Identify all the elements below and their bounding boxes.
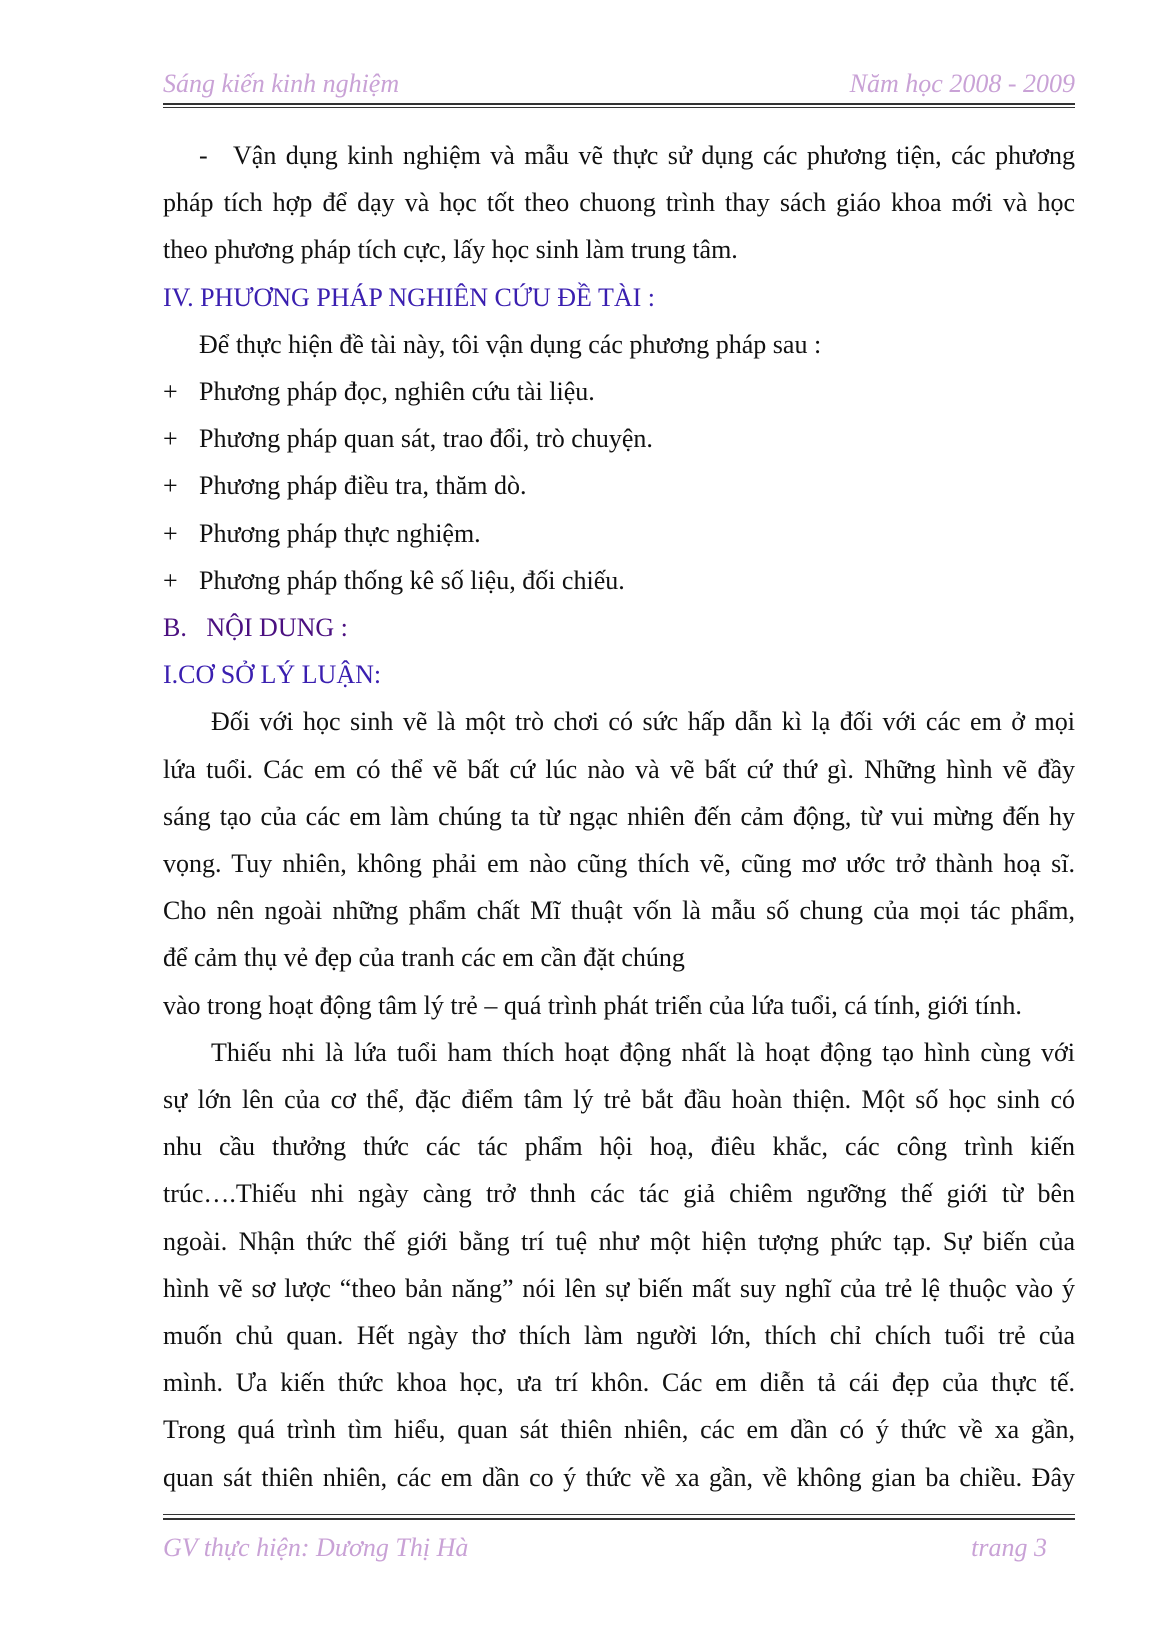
paragraph-line: Cho nên ngoài những phẩm chất Mĩ thuật vốn là mẫu số chung của mọi tác phẩm, xyxy=(163,896,1075,926)
paragraph-line: muốn chủ quan. Hết ngày thơ thích làm người lớn, thích chỉ chích tuổi trẻ của xyxy=(163,1321,1075,1351)
method-item: + Phương pháp quan sát, trao đổi, trò chuyện. xyxy=(163,415,1075,462)
plus-bullet: + xyxy=(163,377,178,407)
footer-rule-thin xyxy=(163,1514,1075,1515)
footer-author: GV thực hiện: Dương Thị Hà xyxy=(163,1533,469,1562)
methods-intro: Để thực hiện đề tài này, tôi vận dụng các phương pháp sau : xyxy=(199,329,822,359)
header-school-year: Năm học 2008 - 2009 xyxy=(849,69,1075,98)
dash-bullet: - xyxy=(199,141,208,170)
plus-bullet: + xyxy=(163,518,178,548)
section-heading-b: B. NỘI DUNG : xyxy=(163,613,348,643)
paragraph-line: quan sát thiên nhiên, các em dần co ý thức về xa gần, về không gian ba chiều. Đây xyxy=(163,1462,1075,1492)
paragraph-line: theo phương pháp tích cực, lấy học sinh làm trung tâm. xyxy=(163,235,738,265)
section-heading-iv: IV. PHƯƠNG PHÁP NGHIÊN CỨU ĐỀ TÀI : xyxy=(163,282,655,312)
paragraph-line: mình. Ưa kiến thức khoa học, ưa trí khôn. Các em diễn tả cái đẹp của thực tế. xyxy=(163,1368,1075,1398)
paragraph-line: nhu cầu thưởng thức các tác phẩm hội hoạ, điêu khắc, các công trình kiến xyxy=(163,1132,1075,1162)
method-item: + Phương pháp điều tra, thăm dò. xyxy=(163,462,1075,509)
paragraph-line: sự lớn lên của cơ thể, đặc điểm tâm lý trẻ bắt đầu hoàn thiện. Một số học sinh có xyxy=(163,1085,1075,1115)
paragraph-line: - Vận dụng kinh nghiệm và mẫu vẽ thực sử dụng các phương tiện, các phương xyxy=(163,132,1075,179)
paragraph-line: trúc….Thiếu nhi ngày càng trở thnh các tác giả chiêm ngưỡng thế giới từ bên xyxy=(163,1179,1075,1209)
plus-bullet: + xyxy=(163,424,178,454)
page-content xyxy=(163,132,1075,1501)
plus-bullet: + xyxy=(163,565,178,595)
paragraph-line: để cảm thụ vẻ đẹp của tranh các em cần đặt chúng xyxy=(163,943,685,973)
paragraph-line: Đối với học sinh vẽ là một trò chơi có sức hấp dẫn kì lạ đối với các em ở mọi xyxy=(211,707,1075,737)
page-header xyxy=(163,66,1075,106)
paragraph-line: hình vẽ sơ lược “theo bản năng” nói lên sự biến mất suy nghĩ của trẻ lệ thuộc vào ý xyxy=(163,1273,1075,1303)
page-number: trang 3 xyxy=(971,1533,1047,1562)
section-heading-i: I.CƠ SỞ LÝ LUẬN: xyxy=(163,660,382,690)
plus-bullet: + xyxy=(163,471,178,501)
method-item: + Phương pháp đọc, nghiên cứu tài liệu. xyxy=(163,368,1075,415)
paragraph-line: Thiếu nhi là lứa tuổi ham thích hoạt động nhất là hoạt động tạo hình cùng với xyxy=(211,1037,1075,1067)
paragraph-line: pháp tích hợp để dạy và học tốt theo chuong trình thay sách giáo khoa mới và học xyxy=(163,188,1075,218)
header-rule-thin xyxy=(163,107,1075,108)
paragraph-line: vào trong hoạt động tâm lý trẻ – quá trình phát triển của lứa tuổi, cá tính, giới tính. xyxy=(163,990,1022,1020)
paragraph-line: sáng tạo của các em làm chúng ta từ ngạc nhiên đến cảm động, từ vui mừng đến hy xyxy=(163,801,1075,831)
header-rule xyxy=(163,103,1075,105)
header-title: Sáng kiến kinh nghiệm xyxy=(163,69,400,98)
method-item: + Phương pháp thực nghiệm. xyxy=(163,510,1075,557)
page-footer xyxy=(163,1518,1075,1562)
paragraph-line: lứa tuổi. Các em có thể vẽ bất cứ lúc nào và vẽ bất cứ thứ gì. Những hình vẽ đầy xyxy=(163,754,1075,784)
paragraph-line: Trong quá trình tìm hiểu, quan sát thiên nhiên, các em dần có ý thức về xa gần, xyxy=(163,1415,1075,1445)
method-item: + Phương pháp thống kê số liệu, đối chiếu. xyxy=(163,557,1075,604)
paragraph-line: vọng. Tuy nhiên, không phải em nào cũng thích vẽ, cũng mơ ước trở thành hoạ sĩ. xyxy=(163,849,1075,879)
paragraph-line: ngoài. Nhận thức thế giới bằng trí tuệ như một hiện tượng phức tạp. Sự biến của xyxy=(163,1226,1075,1256)
